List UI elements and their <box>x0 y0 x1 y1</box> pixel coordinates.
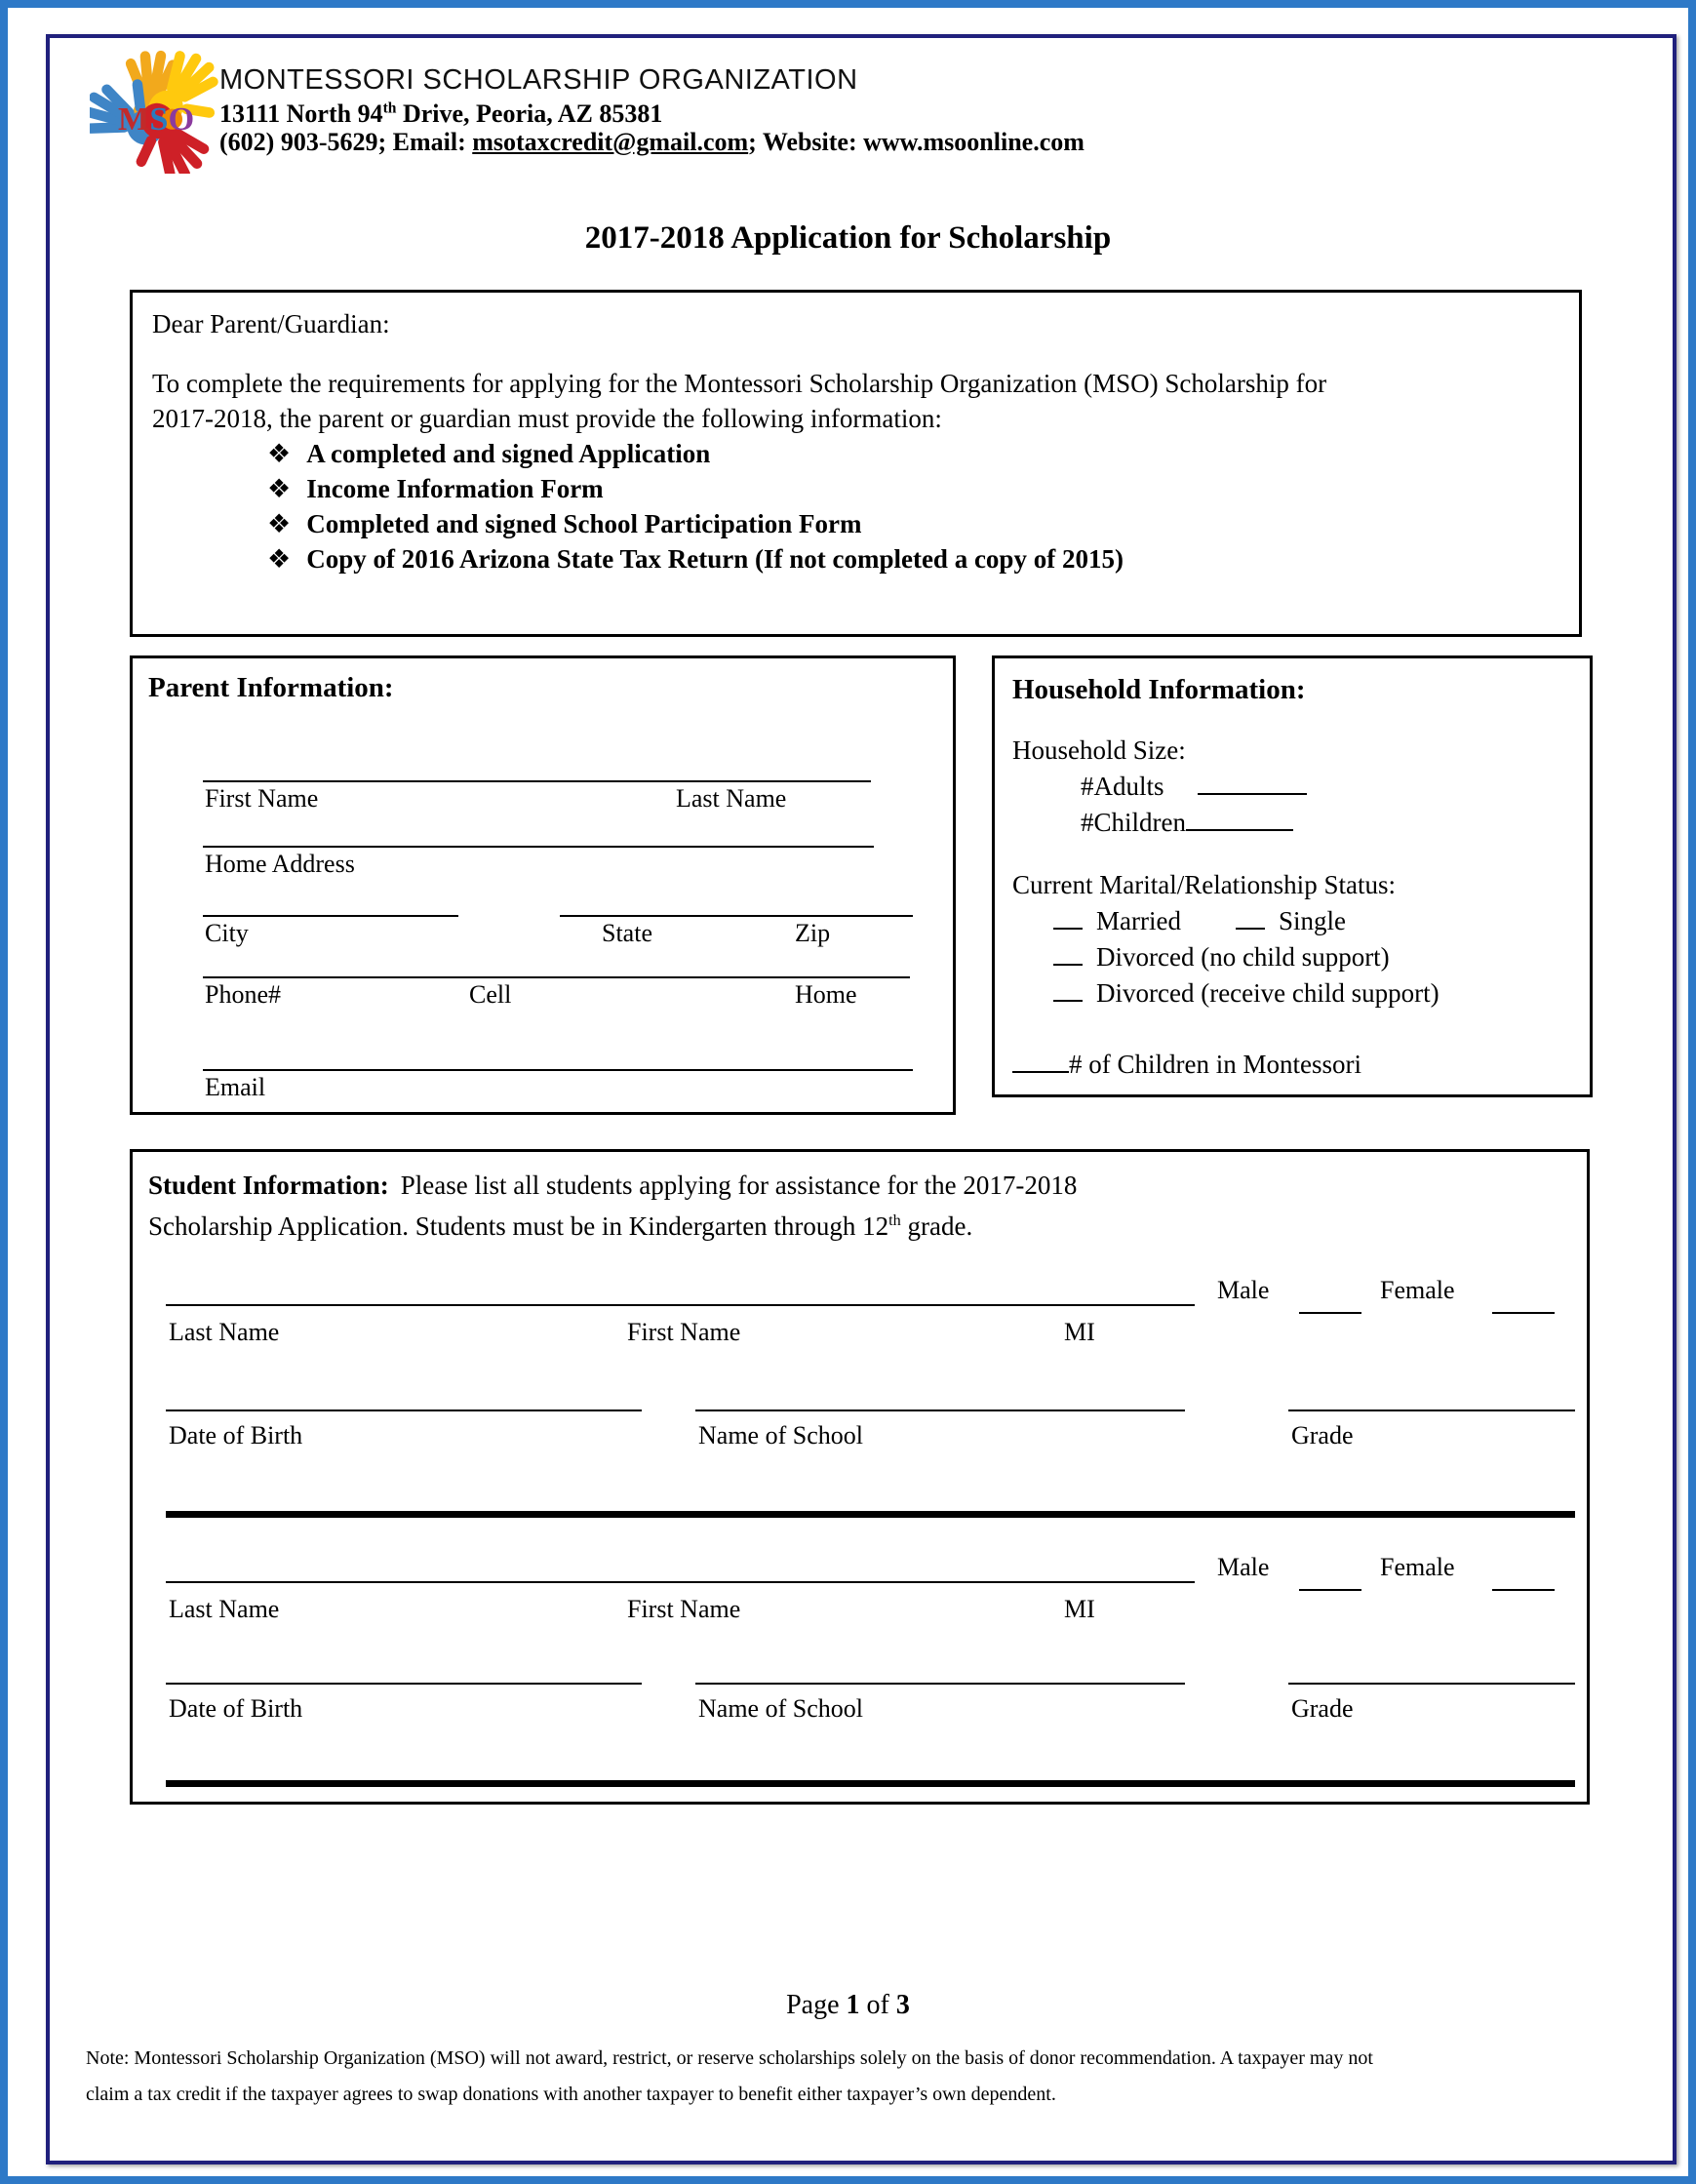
organization-contact: (602) 903-5629; Email: msotaxcredit@gmail.com; Website: www.msoonline.com <box>219 128 1085 156</box>
list-item: ❖ Income Information Form <box>267 471 1559 506</box>
intro-paragraph: To complete the requirements for applying for the Montessori Scholarship Organization (MSO) Scholarship for 2017-2018, the parent or guardian must provide the following information: <box>152 369 1327 433</box>
marital-status-label: Current Marital/Relationship Status: <box>1012 870 1396 899</box>
student2-dob-field[interactable] <box>166 1683 642 1685</box>
first-name-label: First Name <box>627 1595 741 1623</box>
diamond-bullet-icon: ❖ <box>267 439 292 468</box>
marital-option-married-single <box>1012 902 1572 938</box>
city-field[interactable] <box>203 915 458 917</box>
female-label: Female <box>1380 1553 1455 1581</box>
home-phone-label: Home <box>795 980 857 1009</box>
email-label: Email <box>205 1073 266 1101</box>
last-name-label: Last Name <box>169 1318 280 1346</box>
list-item: ❖ Completed and signed School Participation Form <box>267 506 1559 541</box>
student1-male-blank[interactable] <box>1299 1312 1361 1314</box>
married-label: Married <box>1096 906 1181 935</box>
student2-grade-field[interactable] <box>1288 1683 1575 1685</box>
first-last-name-field[interactable] <box>203 780 871 782</box>
mi-label: MI <box>1064 1595 1095 1623</box>
children-in-montessori-row <box>1012 1046 1572 1082</box>
footer-note <box>86 2041 1373 2113</box>
mso-hands-logo-icon <box>90 39 218 174</box>
school-label: Name of School <box>698 1421 863 1449</box>
salutation: Dear Parent/Guardian: <box>152 309 390 338</box>
current-page-number: 1 <box>846 1990 860 2020</box>
student2-female-blank[interactable] <box>1492 1589 1555 1591</box>
email-field[interactable] <box>203 1069 913 1071</box>
organization-name: MONTESSORI SCHOLARSHIP ORGANIZATION <box>219 64 858 96</box>
requirements-list <box>152 436 1559 576</box>
state-label: State <box>602 919 652 947</box>
phone-label: Phone# <box>205 980 281 1009</box>
male-label: Male <box>1217 1553 1270 1581</box>
student1-grade-field[interactable] <box>1288 1410 1575 1411</box>
children-in-montessori-blank[interactable] <box>1012 1046 1069 1073</box>
cell-label: Cell <box>469 980 512 1009</box>
adults-label: #Adults <box>1081 772 1164 801</box>
student-info-heading: Student Information: <box>148 1171 389 1200</box>
first-name-label: First Name <box>627 1318 741 1346</box>
organization-address: 13111 North 94th Drive, Peoria, AZ 85381 <box>219 99 663 128</box>
household-info-heading: Household Information: <box>1012 674 1306 705</box>
household-information-box <box>992 655 1593 1097</box>
dob-label: Date of Birth <box>169 1694 303 1723</box>
student2-school-field[interactable] <box>695 1683 1185 1685</box>
note-line: claim a tax credit if the taxpayer agrees to swap donations with another taxpayer to benefit either taxpayer’s own dependent. <box>86 2084 1056 2105</box>
diamond-bullet-icon: ❖ <box>267 509 292 538</box>
student1-female-blank[interactable] <box>1492 1312 1555 1314</box>
parent-information-box <box>130 655 956 1115</box>
divorced-receive-blank[interactable] <box>1053 974 1083 1002</box>
divorced-no-label: Divorced (no child support) <box>1096 942 1390 972</box>
grade-label: Grade <box>1291 1694 1354 1723</box>
children-row <box>1012 804 1572 840</box>
female-label: Female <box>1380 1276 1455 1304</box>
home-address-label: Home Address <box>205 850 355 878</box>
last-name-label: Last Name <box>169 1595 280 1623</box>
zip-label: Zip <box>795 919 831 947</box>
student1-name-field[interactable] <box>166 1304 1195 1306</box>
adults-blank[interactable] <box>1198 768 1307 795</box>
website-text: www.msoonline.com <box>863 128 1085 156</box>
adults-row <box>1012 768 1572 804</box>
school-label: Name of School <box>698 1694 863 1723</box>
mi-label: MI <box>1064 1318 1095 1346</box>
state-zip-field[interactable] <box>560 915 913 917</box>
children-in-montessori-label: # of Children in Montessori <box>1069 1050 1361 1079</box>
svg-text:MSO: MSO <box>118 99 195 138</box>
last-name-label: Last Name <box>676 784 787 813</box>
total-pages: 3 <box>895 1990 910 2020</box>
city-label: City <box>205 919 249 947</box>
email-link[interactable]: msotaxcredit@gmail.com <box>472 128 749 156</box>
list-item: ❖ A completed and signed Application <box>267 436 1559 471</box>
marital-option-divorced-no <box>1012 938 1572 974</box>
note-line: Note: Montessori Scholarship Organization (MSO) will not award, restrict, or reserve scholarships solely on the basis of donor recommendation. A taxpayer may not <box>86 2047 1373 2069</box>
children-label: #Children <box>1081 808 1186 837</box>
diamond-bullet-icon: ❖ <box>267 474 292 503</box>
diamond-bullet-icon: ❖ <box>267 544 292 574</box>
phone-field[interactable] <box>203 976 910 978</box>
instructions-box <box>130 290 1582 637</box>
student-instructions: Student Information: Please list all students applying for assistance for the 2017-2018 Scholarship Application. Students must be in Kindergarten through 12th grade. <box>148 1171 1078 1241</box>
student1-dob-field[interactable] <box>166 1410 642 1411</box>
dob-label: Date of Birth <box>169 1421 303 1449</box>
page-title: 2017-2018 Application for Scholarship <box>584 220 1112 256</box>
student1-school-field[interactable] <box>695 1410 1185 1411</box>
first-name-label: First Name <box>205 784 319 813</box>
single-blank[interactable] <box>1236 902 1265 930</box>
divorced-no-blank[interactable] <box>1053 938 1083 966</box>
children-blank[interactable] <box>1186 804 1293 831</box>
divorced-receive-label: Divorced (receive child support) <box>1096 978 1440 1008</box>
home-address-field[interactable] <box>203 846 874 848</box>
list-item: ❖ Copy of 2016 Arizona State Tax Return (If not completed a copy of 2015) <box>267 541 1559 576</box>
student2-name-field[interactable] <box>166 1581 1195 1583</box>
male-label: Male <box>1217 1276 1270 1304</box>
page-indicator: Page 1 of 3 <box>786 1990 910 2020</box>
row-divider <box>166 1780 1575 1787</box>
married-blank[interactable] <box>1053 902 1083 930</box>
student-information-box <box>130 1149 1590 1805</box>
parent-info-heading: Parent Information: <box>148 672 394 703</box>
row-divider <box>166 1511 1575 1518</box>
marital-option-divorced-receive <box>1012 974 1572 1011</box>
household-size-label: Household Size: <box>1012 735 1186 765</box>
single-label: Single <box>1278 906 1346 935</box>
student2-male-blank[interactable] <box>1299 1589 1361 1591</box>
grade-label: Grade <box>1291 1421 1354 1449</box>
